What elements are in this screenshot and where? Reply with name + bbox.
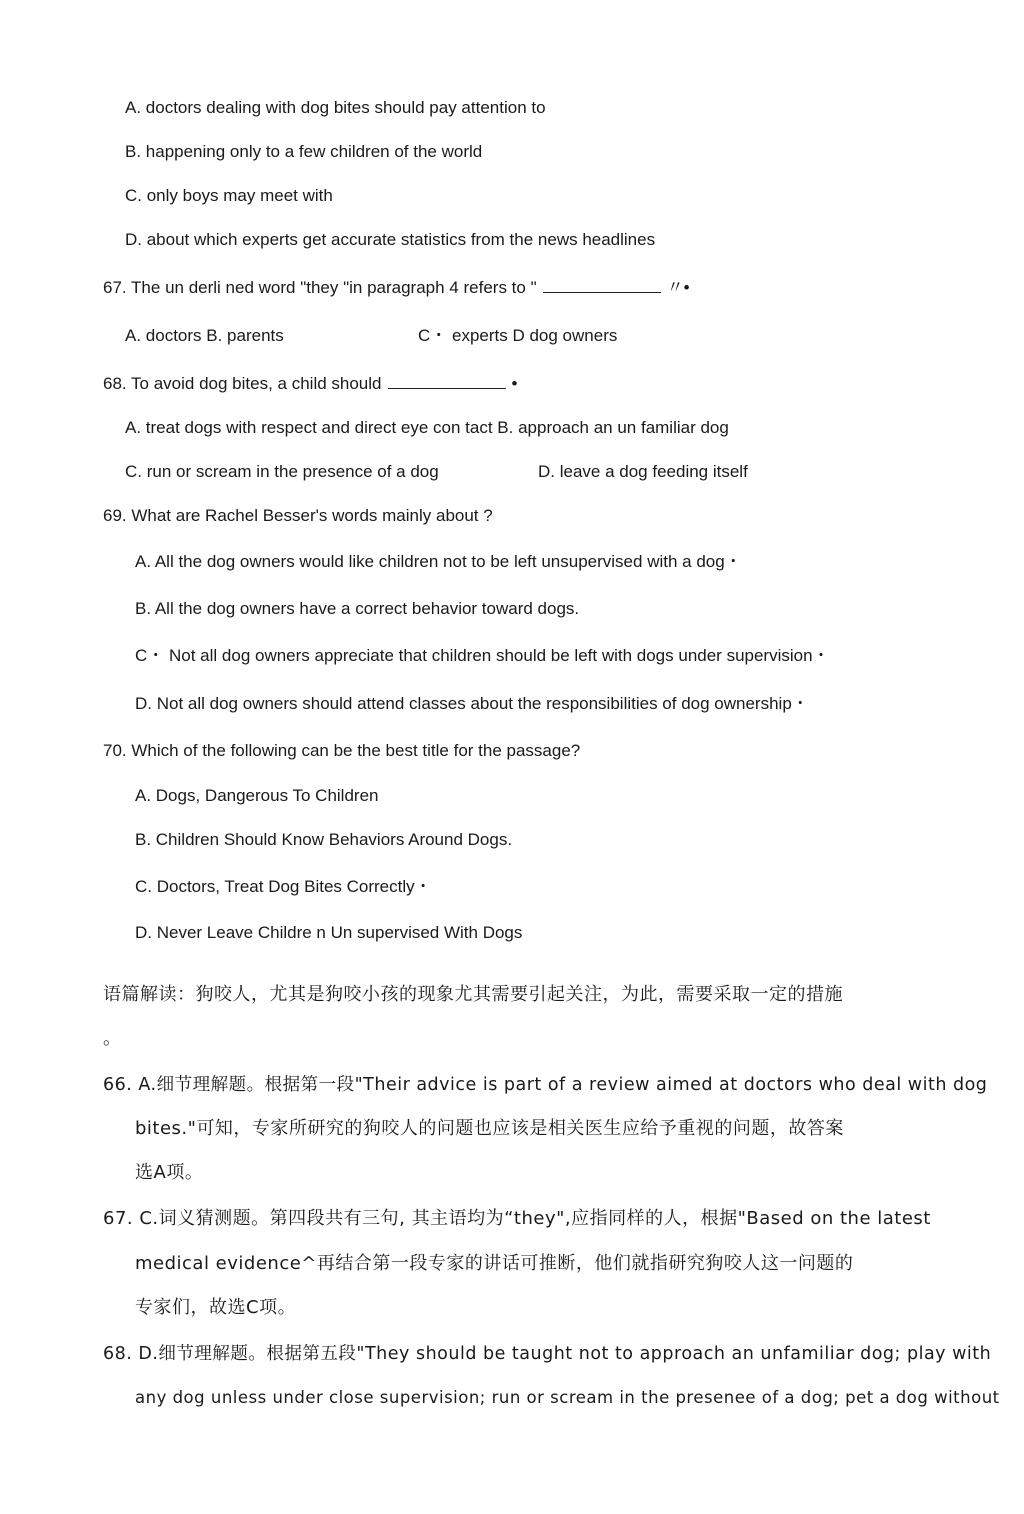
answer-blank <box>543 276 661 293</box>
q67-stem-tail: 〃• <box>666 278 690 297</box>
q70-stem: 70. Which of the following can be the best title for the passage? <box>103 741 581 760</box>
q70-option-d: D. Never Leave Childre n Un supervised With Dogs <box>135 923 523 942</box>
q68-stem <box>103 372 517 395</box>
q69-option-b: B. All the dog owners have a correct behavior toward dogs. <box>135 599 580 618</box>
answer-66-line3: 选A项。 <box>135 1162 204 1183</box>
answer-blank <box>388 372 506 389</box>
q70-option-a: A. Dogs, Dangerous To Children <box>135 786 379 805</box>
answer-67-line1: 67. C.词义猜测题。第四段共有三句, 其主语均为“they",应指同样的人，根据"Based on the latest <box>103 1208 931 1229</box>
q69-option-a: A. All the dog owners would like children not to be left unsupervised with a dog・ <box>135 552 742 571</box>
analysis-intro-line1: 语篇解读：狗咬人，尤其是狗咬小孩的现象尤其需要引起关注，为此，需要采取一定的措施 <box>103 984 843 1005</box>
q70-option-c: C. Doctors, Treat Dog Bites Correctly・ <box>135 877 432 896</box>
q67-stem-text: 67. The un derli ned word "they "in paragraph 4 refers to " <box>103 278 537 297</box>
q66-option-a: A. doctors dealing with dog bites should pay attention to <box>125 98 546 117</box>
q68-option-d: D. leave a dog feeding itself <box>538 462 748 481</box>
answer-68-line1: 68. D.细节理解题。根据第五段"They should be taught not to approach an unfamiliar dog; play with <box>103 1344 992 1364</box>
q67-stem <box>103 276 690 299</box>
q68-option-c: C. run or scream in the presence of a dog <box>125 462 439 481</box>
answer-68-line2: any dog unless under close supervision; run or scream in the presenee of a dog; pet a dog without <box>135 1388 1000 1407</box>
answer-66-line2: bites."可知，专家所研究的狗咬人的问题也应该是相关医生应给予重视的问题，故答案 <box>135 1118 844 1139</box>
q68-stem-tail: • <box>511 374 518 393</box>
q69-option-c: C・ Not all dog owners appreciate that children should be left with dogs under supervision・ <box>135 646 830 665</box>
answer-67-line2: medical evidence^再结合第一段专家的讲话可推断，他们就指研究狗咬人这一问题的 <box>135 1253 854 1274</box>
answer-67-line3: 专家们，故选C项。 <box>135 1297 297 1318</box>
q69-option-d: D. Not all dog owners should attend classes about the responsibilities of dog ownership・ <box>135 694 809 713</box>
q68-option-ab: A. treat dogs with respect and direct eye con tact B. approach an un familiar dog <box>125 418 729 437</box>
q70-option-b: B. Children Should Know Behaviors Around Dogs. <box>135 830 513 849</box>
analysis-intro-line2: 。 <box>103 1028 122 1049</box>
q68-stem-text: 68. To avoid dog bites, a child should <box>103 374 382 393</box>
q66-option-c: C. only boys may meet with <box>125 186 333 205</box>
q66-option-b: B. happening only to a few children of the world <box>125 142 483 161</box>
q67-option-cd: C・ experts D dog owners <box>418 326 618 345</box>
q67-option-ab: A. doctors B. parents <box>125 326 284 345</box>
q66-option-d: D. about which experts get accurate statistics from the news headlines <box>125 230 656 249</box>
q69-stem: 69. What are Rachel Besser's words mainly about ? <box>103 506 493 525</box>
answer-66-line1: 66. A.细节理解题。根据第一段"Their advice is part of a review aimed at doctors who deal with dog <box>103 1075 988 1095</box>
